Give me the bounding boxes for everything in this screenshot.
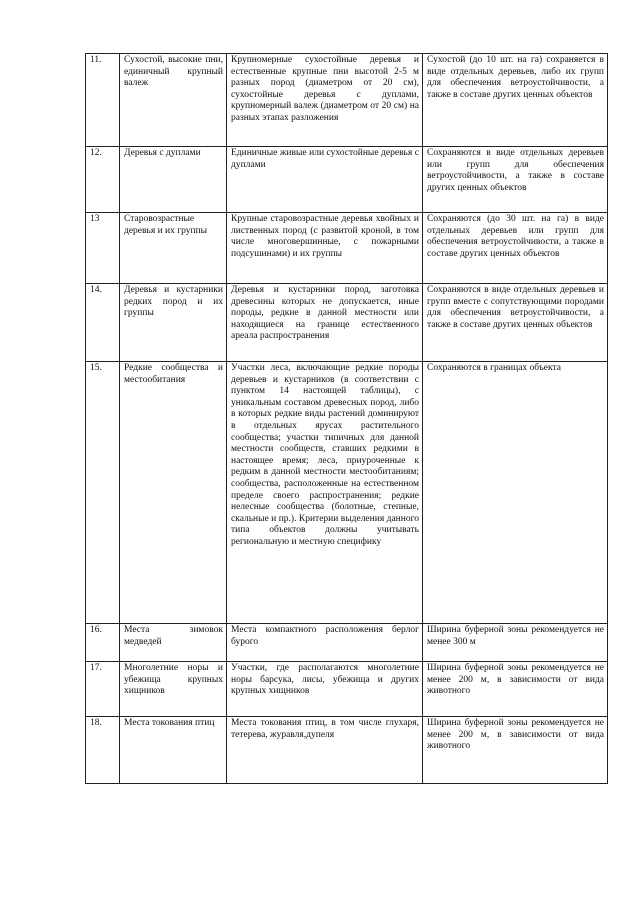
object-name: Сухостой, высокие пни, единичный крупный валеж [120,54,227,147]
table-row [86,717,608,784]
object-description: Участки леса, включающие редкие породы деревьев и кустарников (в соответствии с пунктом 14 настоящей таблицы), с уникальным составом древесных пород, либо в которых редкие виды растений доминируют в отдельных ярусах растительного сообщества; участки типичных для данной местности сообществ, ставших редкими в настоящее время; леса, приуроченные к редким в данной местности местообитаниям; сообщества, расположенные на естественном пределе своего распространения; редкие нелесные сообщества (болотные, степные, скальные и пр.). Критерии выделения данного типа объектов должны учитывать региональную и местную специфику [227,362,423,624]
row-number: 12. [86,147,120,213]
row-number: 15. [86,362,120,624]
table-row [86,362,608,624]
conservation-rule: Сохраняются в границах объекта [423,362,608,624]
row-number: 16. [86,624,120,662]
conservation-rule: Ширина буферной зоны рекомендуется не менее 300 м [423,624,608,662]
object-name: Многолетние норы и убежища крупных хищников [120,662,227,717]
object-name: Деревья и кустарники редких пород и их группы [120,284,227,362]
hcv-objects-table [85,53,608,784]
object-name: Редкие сообщества и местообитания [120,362,227,624]
row-number: 13 [86,213,120,284]
row-number: 11. [86,54,120,147]
object-name: Места токования птиц [120,717,227,784]
conservation-rule: Сохраняются (до 30 шт. на га) в виде отдельных деревьев или групп для обеспечения ветроустойчивости, а также в составе других ценных объектов [423,213,608,284]
conservation-rule: Ширина буферной зоны рекомендуется не менее 200 м, в зависимости от вида животного [423,662,608,717]
object-name: Деревья с дуплами [120,147,227,213]
object-description: Места токования птиц, в том числе глухаря, тетерева, журавля,дупеля [227,717,423,784]
row-number: 17. [86,662,120,717]
row-number: 14. [86,284,120,362]
object-description: Участки, где располагаются многолетние норы барсука, лисы, убежища и других крупных хищников [227,662,423,717]
object-description: Единичные живые или сухостойные деревья с дуплами [227,147,423,213]
object-description: Места компактного расположения берлог бурого [227,624,423,662]
conservation-rule: Сухостой (до 10 шт. на га) сохраняется в виде отдельных деревьев, либо их групп для обеспечения ветроустойчивости, а также в составе других ценных объектов [423,54,608,147]
object-description: Крупномерные сухостойные деревья и естественные крупные пни высотой 2-5 м разных пород (диаметром от 20 см), сухостойные деревья с дуплами, крупномерный валеж (диаметром от 20 см) на разных этапах разложения [227,54,423,147]
object-name: Места зимовок медведей [120,624,227,662]
table-row [86,54,608,147]
conservation-rule: Сохраняются в виде отдельных деревьев или групп для обеспечения ветроустойчивости, а также в составе других ценных объектов [423,147,608,213]
object-description: Крупные старовозрастные деревья хвойных и лиственных пород (с развитой кроной, в том числе многовершинные, с пожарными подсушинами) и их группы [227,213,423,284]
row-number: 18. [86,717,120,784]
table-row [86,213,608,284]
object-name: Старовозрастные деревья и их группы [120,213,227,284]
table-row [86,284,608,362]
table-row [86,662,608,717]
conservation-rule: Ширина буферной зоны рекомендуется не менее 200 м, в зависимости от вида животного [423,717,608,784]
table-row [86,147,608,213]
table-row [86,624,608,662]
conservation-rule: Сохраняются в виде отдельных деревьев и групп вместе с сопутствующими породами для обеспечения ветроустойчивости, а также в составе других ценных объектов [423,284,608,362]
object-description: Деревья и кустарники пород, заготовка древесины которых не допускается, иные породы, редкие в данной местности или находящиеся на границе естественного ареала распространения [227,284,423,362]
